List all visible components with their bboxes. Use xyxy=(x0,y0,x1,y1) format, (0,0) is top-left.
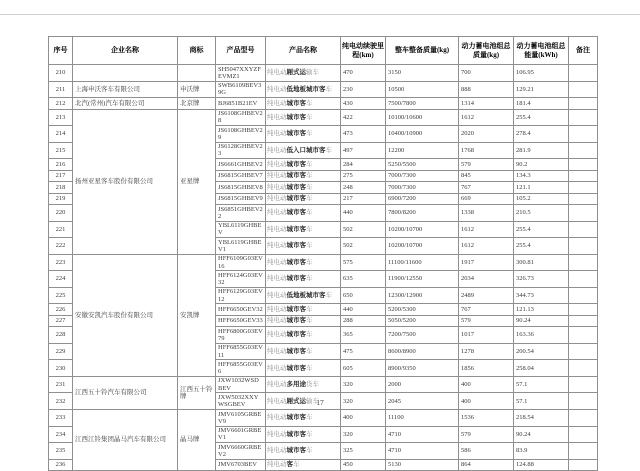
product-name-cell: 纯电动城市客车 xyxy=(266,205,341,222)
serial-cell: 225 xyxy=(49,287,73,304)
serial-cell: 210 xyxy=(49,65,73,82)
range-cell: 450 xyxy=(341,459,386,471)
company-cell: 上海申沃客车有限公司 xyxy=(73,81,178,98)
curb-weight-cell: 6900/7200 xyxy=(386,193,459,205)
product-name-cell: 纯电动城市客车 xyxy=(266,327,341,344)
note-cell xyxy=(569,193,598,205)
note-cell xyxy=(569,65,598,82)
product-name-cell: 纯电动客车 xyxy=(266,459,341,471)
battery-energy-cell: 181.4 xyxy=(514,98,569,110)
serial-cell: 235 xyxy=(49,443,73,460)
range-cell: 470 xyxy=(341,65,386,82)
battery-energy-cell: 124.88 xyxy=(514,459,569,471)
curb-weight-cell: 8900/9350 xyxy=(386,360,459,377)
note-cell xyxy=(569,287,598,304)
product-name-cell: 纯电动城市客车 xyxy=(266,238,341,255)
range-cell: 325 xyxy=(341,443,386,460)
range-cell: 284 xyxy=(341,159,386,171)
company-cell: 安徽安凯汽车股份有限公司 xyxy=(73,254,178,376)
curb-weight-cell: 4710 xyxy=(386,426,459,443)
serial-cell: 227 xyxy=(49,315,73,327)
range-cell: 248 xyxy=(341,182,386,194)
curb-weight-cell: 5050/5200 xyxy=(386,315,459,327)
header-note: 备注 xyxy=(569,37,598,65)
serial-cell: 223 xyxy=(49,254,73,271)
product-name-cell: 纯电动城市客车 xyxy=(266,221,341,238)
company-cell xyxy=(73,65,178,82)
curb-weight-cell: 10400/10900 xyxy=(386,126,459,143)
battery-energy-cell: 90.2 xyxy=(514,159,569,171)
model-cell: HFF6129G03EV12 xyxy=(216,287,266,304)
note-cell xyxy=(569,343,598,360)
range-cell: 400 xyxy=(341,410,386,427)
battery-energy-cell: 134.3 xyxy=(514,170,569,182)
battery-energy-cell: 210.5 xyxy=(514,205,569,222)
serial-cell: 224 xyxy=(49,271,73,288)
range-cell: 605 xyxy=(341,360,386,377)
company-cell: 北汽(常州)汽车有限公司 xyxy=(73,98,178,110)
battery-energy-cell: 255.4 xyxy=(514,109,569,126)
note-cell xyxy=(569,98,598,110)
range-cell: 288 xyxy=(341,315,386,327)
battery-mass-cell: 1278 xyxy=(459,343,514,360)
note-cell xyxy=(569,126,598,143)
product-name-cell: 纯电动城市客车 xyxy=(266,271,341,288)
battery-energy-cell: 129.21 xyxy=(514,81,569,98)
product-name-cell: 纯电动城市客车 xyxy=(266,126,341,143)
serial-cell: 212 xyxy=(49,98,73,110)
serial-cell: 220 xyxy=(49,205,73,222)
note-cell xyxy=(569,360,598,377)
curb-weight-cell: 11900/12550 xyxy=(386,271,459,288)
serial-cell: 221 xyxy=(49,221,73,238)
table-row xyxy=(49,376,598,393)
serial-cell: 213 xyxy=(49,109,73,126)
serial-cell: 231 xyxy=(49,376,73,393)
serial-cell: 222 xyxy=(49,238,73,255)
battery-mass-cell: 1917 xyxy=(459,254,514,271)
note-cell xyxy=(569,170,598,182)
range-cell: 440 xyxy=(341,304,386,316)
curb-weight-cell: 2000 xyxy=(386,376,459,393)
model-cell: BJ6851B21EV xyxy=(216,98,266,110)
range-cell: 575 xyxy=(341,254,386,271)
brand-cell xyxy=(178,65,216,82)
model-cell: JMV6601GRBEV1 xyxy=(216,426,266,443)
curb-weight-cell: 12200 xyxy=(386,142,459,159)
battery-energy-cell: 258.04 xyxy=(514,360,569,377)
serial-cell: 233 xyxy=(49,410,73,427)
battery-mass-cell: 1612 xyxy=(459,109,514,126)
battery-energy-cell: 106.95 xyxy=(514,65,569,82)
note-cell xyxy=(569,376,598,393)
serial-cell: 236 xyxy=(49,459,73,471)
curb-weight-cell: 7800/8200 xyxy=(386,205,459,222)
range-cell: 275 xyxy=(341,170,386,182)
model-cell: HFF6855G03EV6 xyxy=(216,360,266,377)
model-cell: SWB6109BEV39G xyxy=(216,81,266,98)
table-row xyxy=(49,81,598,98)
product-name-cell: 纯电动城市客车 xyxy=(266,304,341,316)
battery-energy-cell: 121.1 xyxy=(514,182,569,194)
curb-weight-cell: 11100 xyxy=(386,410,459,427)
battery-mass-cell: 1612 xyxy=(459,238,514,255)
model-cell: HFF6855G03EV11 xyxy=(216,343,266,360)
curb-weight-cell: 12300/12900 xyxy=(386,287,459,304)
battery-mass-cell: 1612 xyxy=(459,221,514,238)
battery-mass-cell: 1536 xyxy=(459,410,514,427)
range-cell: 497 xyxy=(341,142,386,159)
battery-energy-cell: 281.9 xyxy=(514,142,569,159)
range-cell: 422 xyxy=(341,109,386,126)
note-cell xyxy=(569,459,598,471)
product-name-cell: 纯电动城市客车 xyxy=(266,410,341,427)
model-cell: JS6815GHBEV7 xyxy=(216,170,266,182)
serial-cell: 230 xyxy=(49,360,73,377)
note-cell xyxy=(569,271,598,288)
company-cell: 江西五十铃汽车有限公司 xyxy=(73,376,178,409)
model-cell: HFF6800G03EV79 xyxy=(216,327,266,344)
product-name-cell: 纯电动城市客车 xyxy=(266,159,341,171)
model-cell: HFF6650GEV32 xyxy=(216,304,266,316)
note-cell xyxy=(569,109,598,126)
battery-energy-cell: 300.81 xyxy=(514,254,569,271)
product-name-cell: 纯电动低地板城市客车 xyxy=(266,287,341,304)
brand-cell: 江西五十铃牌 xyxy=(178,376,216,409)
serial-cell: 229 xyxy=(49,343,73,360)
curb-weight-cell: 2045 xyxy=(386,393,459,410)
battery-energy-cell: 57.1 xyxy=(514,393,569,410)
range-cell: 320 xyxy=(341,376,386,393)
header-curb-weight: 整车整备质量(kg) xyxy=(386,37,459,65)
note-cell xyxy=(569,410,598,427)
battery-mass-cell: 1017 xyxy=(459,327,514,344)
model-cell: JS6661GHBEV2 xyxy=(216,159,266,171)
serial-cell: 234 xyxy=(49,426,73,443)
model-cell: JS6128GHBEV23 xyxy=(216,142,266,159)
serial-cell: 211 xyxy=(49,81,73,98)
header-company: 企业名称 xyxy=(73,37,178,65)
battery-mass-cell: 586 xyxy=(459,443,514,460)
curb-weight-cell: 5200/5300 xyxy=(386,304,459,316)
header-model: 产品型号 xyxy=(216,37,266,65)
range-cell: 502 xyxy=(341,221,386,238)
serial-cell: 219 xyxy=(49,193,73,205)
brand-cell: 亚星牌 xyxy=(178,109,216,254)
header-product-name: 产品名称 xyxy=(266,37,341,65)
range-cell: 502 xyxy=(341,238,386,255)
battery-mass-cell: 2034 xyxy=(459,271,514,288)
battery-energy-cell: 90.24 xyxy=(514,315,569,327)
range-cell: 475 xyxy=(341,343,386,360)
curb-weight-cell: 10200/10700 xyxy=(386,238,459,255)
curb-weight-cell: 7000/7300 xyxy=(386,170,459,182)
brand-cell: 安凯牌 xyxy=(178,254,216,376)
battery-energy-cell: 121.13 xyxy=(514,304,569,316)
range-cell: 635 xyxy=(341,271,386,288)
model-cell: JMV6660GRBEV2 xyxy=(216,443,266,460)
curb-weight-cell: 7000/7300 xyxy=(386,182,459,194)
table-row xyxy=(49,410,598,427)
product-name-cell: 纯电动城市客车 xyxy=(266,98,341,110)
product-name-cell: 纯电动城市客车 xyxy=(266,360,341,377)
battery-energy-cell: 255.4 xyxy=(514,221,569,238)
range-cell: 320 xyxy=(341,393,386,410)
product-name-cell: 纯电动城市客车 xyxy=(266,443,341,460)
range-cell: 365 xyxy=(341,327,386,344)
note-cell xyxy=(569,304,598,316)
note-cell xyxy=(569,254,598,271)
battery-mass-cell: 888 xyxy=(459,81,514,98)
battery-mass-cell: 700 xyxy=(459,65,514,82)
battery-mass-cell: 1338 xyxy=(459,205,514,222)
model-cell: HFF6650GEV33 xyxy=(216,315,266,327)
product-name-cell: 纯电动城市客车 xyxy=(266,254,341,271)
battery-mass-cell: 400 xyxy=(459,376,514,393)
battery-mass-cell: 845 xyxy=(459,170,514,182)
product-name-cell: 纯电动城市客车 xyxy=(266,182,341,194)
product-name-cell: 纯电动低地板城市客车 xyxy=(266,81,341,98)
battery-mass-cell: 579 xyxy=(459,426,514,443)
product-name-cell: 纯电动城市客车 xyxy=(266,343,341,360)
range-cell: 217 xyxy=(341,193,386,205)
serial-cell: 232 xyxy=(49,393,73,410)
product-name-cell: 纯电动低入口城市客车 xyxy=(266,142,341,159)
note-cell xyxy=(569,221,598,238)
table-row xyxy=(49,254,598,271)
header-serial: 序号 xyxy=(49,37,73,65)
model-cell: JXW5032XXYWSGBEV xyxy=(216,393,266,410)
product-name-cell: 纯电动城市客车 xyxy=(266,193,341,205)
battery-energy-cell: 105.2 xyxy=(514,193,569,205)
battery-energy-cell: 278.4 xyxy=(514,126,569,143)
header-battery-energy: 动力蓄电池组总能量(kWh) xyxy=(514,37,569,65)
battery-mass-cell: 864 xyxy=(459,459,514,471)
battery-mass-cell: 767 xyxy=(459,182,514,194)
page-top-rule xyxy=(0,14,640,15)
curb-weight-cell: 10200/10700 xyxy=(386,221,459,238)
battery-energy-cell: 90.24 xyxy=(514,426,569,443)
company-cell: 江西江铃集团晶马汽车有限公司 xyxy=(73,410,178,471)
model-cell: JS6108GHBEV28 xyxy=(216,109,266,126)
battery-mass-cell: 2489 xyxy=(459,287,514,304)
header-brand: 商标 xyxy=(178,37,216,65)
page-number: 17 xyxy=(316,398,324,407)
battery-energy-cell: 344.73 xyxy=(514,287,569,304)
note-cell xyxy=(569,182,598,194)
range-cell: 473 xyxy=(341,126,386,143)
serial-cell: 216 xyxy=(49,159,73,171)
range-cell: 650 xyxy=(341,287,386,304)
battery-mass-cell: 400 xyxy=(459,393,514,410)
curb-weight-cell: 10100/10600 xyxy=(386,109,459,126)
model-cell: JS6851GHBEV22 xyxy=(216,205,266,222)
product-name-cell: 纯电动厢式运输车 xyxy=(266,65,341,82)
model-cell: HFF6124G03EV32 xyxy=(216,271,266,288)
battery-mass-cell: 1856 xyxy=(459,360,514,377)
product-name-cell: 纯电动厢式运输车 xyxy=(266,393,341,410)
product-name-cell: 纯电动城市客车 xyxy=(266,426,341,443)
table-row xyxy=(49,98,598,110)
table-row xyxy=(49,65,598,82)
model-cell: HFF6109G03EV16 xyxy=(216,254,266,271)
brand-cell: 晶马牌 xyxy=(178,410,216,471)
product-name-cell: 纯电动城市客车 xyxy=(266,315,341,327)
battery-mass-cell: 669 xyxy=(459,193,514,205)
note-cell xyxy=(569,159,598,171)
note-cell xyxy=(569,426,598,443)
model-cell: SH5047XXYZFEVMZ1 xyxy=(216,65,266,82)
battery-energy-cell: 255.4 xyxy=(514,238,569,255)
battery-energy-cell: 218.54 xyxy=(514,410,569,427)
note-cell xyxy=(569,327,598,344)
battery-mass-cell: 579 xyxy=(459,159,514,171)
curb-weight-cell: 5250/5500 xyxy=(386,159,459,171)
range-cell: 320 xyxy=(341,426,386,443)
curb-weight-cell: 3150 xyxy=(386,65,459,82)
curb-weight-cell: 7500/7800 xyxy=(386,98,459,110)
company-cell: 扬州亚星客车股份有限公司 xyxy=(73,109,178,254)
model-cell: JMV6703BEV xyxy=(216,459,266,471)
model-cell: YBL6119GHBEV1 xyxy=(216,238,266,255)
note-cell xyxy=(569,443,598,460)
curb-weight-cell: 8600/8900 xyxy=(386,343,459,360)
serial-cell: 215 xyxy=(49,142,73,159)
table-row xyxy=(49,109,598,126)
range-cell: 440 xyxy=(341,205,386,222)
note-cell xyxy=(569,81,598,98)
range-cell: 230 xyxy=(341,81,386,98)
battery-mass-cell: 2020 xyxy=(459,126,514,143)
battery-mass-cell: 579 xyxy=(459,315,514,327)
model-cell: JS6815GHBEV8 xyxy=(216,182,266,194)
curb-weight-cell: 4710 xyxy=(386,443,459,460)
product-name-cell: 纯电动城市客车 xyxy=(266,109,341,126)
note-cell xyxy=(569,142,598,159)
note-cell xyxy=(569,315,598,327)
serial-cell: 214 xyxy=(49,126,73,143)
model-cell: JS6815GHBEV9 xyxy=(216,193,266,205)
curb-weight-cell: 11100/11600 xyxy=(386,254,459,271)
model-cell: JS6108GHBEV29 xyxy=(216,126,266,143)
model-cell: YBL6119GHBEV xyxy=(216,221,266,238)
header-battery-mass: 动力蓄电池组总质量(kg) xyxy=(459,37,514,65)
serial-cell: 218 xyxy=(49,182,73,194)
serial-cell: 226 xyxy=(49,304,73,316)
model-cell: JMV6105GRBEV9 xyxy=(216,410,266,427)
curb-weight-cell: 10500 xyxy=(386,81,459,98)
header-range: 纯电动续驶里程(km) xyxy=(341,37,386,65)
product-name-cell: 纯电动多用途货车 xyxy=(266,376,341,393)
curb-weight-cell: 5130 xyxy=(386,459,459,471)
battery-energy-cell: 163.36 xyxy=(514,327,569,344)
battery-energy-cell: 57.1 xyxy=(514,376,569,393)
battery-energy-cell: 326.73 xyxy=(514,271,569,288)
serial-cell: 228 xyxy=(49,327,73,344)
range-cell: 430 xyxy=(341,98,386,110)
serial-cell: 217 xyxy=(49,170,73,182)
header-row xyxy=(49,37,598,65)
battery-mass-cell: 767 xyxy=(459,304,514,316)
model-cell: JXW1032WSDBEV xyxy=(216,376,266,393)
battery-energy-cell: 200.54 xyxy=(514,343,569,360)
product-name-cell: 纯电动城市客车 xyxy=(266,170,341,182)
curb-weight-cell: 7200/7500 xyxy=(386,327,459,344)
battery-mass-cell: 1768 xyxy=(459,142,514,159)
battery-mass-cell: 1314 xyxy=(459,98,514,110)
note-cell xyxy=(569,205,598,222)
battery-energy-cell: 83.9 xyxy=(514,443,569,460)
note-cell xyxy=(569,238,598,255)
brand-cell: 北京牌 xyxy=(178,98,216,110)
brand-cell: 申沃牌 xyxy=(178,81,216,98)
